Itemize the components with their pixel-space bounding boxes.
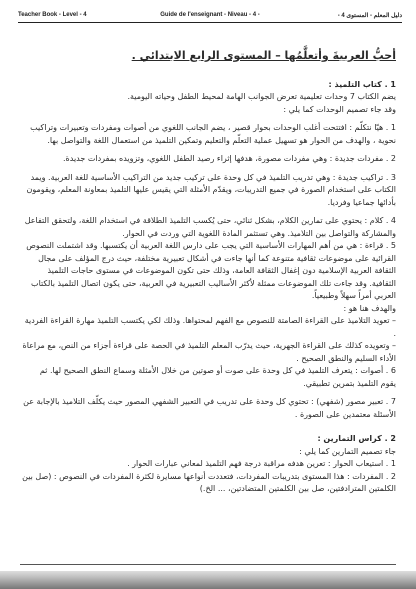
- header-left: Teacher Book - Level - 4: [18, 12, 87, 18]
- list-item-new-vocabulary: 2 . مفردات جديدة : وهي مفردات مصورة، هدفها إثراء رصيد الطفل اللغوي، وتزويده بمفردات جديدة.: [63, 154, 396, 163]
- paragraph: يضم الكتاب 7 وحدات تعليمية تعرض الجوانب الهامة لمحيط الطفل وحياته اليومية.: [127, 92, 396, 101]
- section-heading-student-book: 1 . كتاب التلميذ :: [328, 79, 396, 89]
- list-item-lets-talk: 1 . هيّا نتكلّم : افتتحت أغلب الوحدات بحوار قصير ، يضم الجانب اللغوي من أصوات ومفردات وتعبيرات وتراكيب نحوية ، والهدف من الحوار هو تسهيل عملية التعلّم والتعليم وتمكين التلميذ من استعمال اللغة والتواصل بها.: [30, 123, 396, 145]
- list-item-illustrated-expression: 7 . تعبير مصور (شفهي) : تحتوي كل وحدة على تدريب في التعبير الشفهي المصور حيث يكلّف التلاميذ بالإجابة عن الأسئلة معتمدين على الصورة .: [23, 397, 396, 419]
- paragraph: جاء تصميم التمارين كما يلي :: [299, 446, 396, 456]
- running-header: [18, 8, 402, 23]
- spacer: [22, 421, 396, 433]
- paragraph: وقد جاء تصميم الوحدات كما يلي :: [283, 104, 396, 114]
- goals-heading: والهدف هنا هو :: [343, 303, 396, 313]
- goal-item: – وتعويده كذلك على القراءة الجهرية، حيث يدرّب المعلم التلميذ في الحصة على قراءة أجزاء من النص، مع مراعاة الأداء السليم والنطق الصحيح .: [22, 341, 396, 363]
- page-title: أحبُّ العربيةَ وأتعلَّمُها – المستوى الرابع الابتدائي .: [131, 49, 396, 62]
- section-heading-workbook: 2 . كراس التمارين :: [317, 434, 396, 443]
- list-item-reading: 5 . قراءة : هي من أهم المهارات الأساسية التي يجب على دارس اللغة العربية أن يكتسبها. وقد اشتملت النصوص القرائية على موضوعات ثقافية متنوعة كما أنها جاءت في أشكال تعبيرية مختلفة، حيث درج المؤلف على مجال الثقافة العربية الإسلامية دون إغفال الثقافة العامة، وذلك حتى تكون الموضوعات في مستوى حاجات التلميذ الثقافية. وقد جاءت تلك الموضوعات ممثلة لأكثر الأساليب التعبيرية في العربية، حتى يكون اتصال التلميذ بالكتاب العربي أمراً سهلاً وطبيعياً.: [26, 241, 396, 300]
- footer-rule: [20, 564, 396, 565]
- goal-item: – تعويد التلاميذ على القراءة الصامتة للنصوص مع الفهم لمحتواها. وذلك لكي يكتسب التلميذ مهارة القراءة الفردية .: [24, 316, 396, 338]
- list-item-sounds: 6 . أصوات : يتعرف التلميذ في كل وحدة على صوت أو صوتين من خلال الأمثلة وسماع النطق الصحيح لها. ثم يقوم التلميذ بتمرين تطبيقي.: [39, 366, 396, 388]
- list-item-new-structures: 3 . تراكيب جديدة : وهي تدريب التلميذ في كل وحدة على تركيب جديد من التراكيب الأساسية للغة العربية. ويمد الكتاب على استخدام الصورة في جميع التدريبات، ويقدّم الأمثلة التي يقيس عليها التلميذ بمعاونة المعلم، ويقومون بأدائها جماعيا وفرديا.: [26, 172, 396, 207]
- list-item-dialogue-comprehension: 1 . استيعاب الحوار : تعرين هدفه مراقبة درجة فهم التلميذ لمعاني عبارات الحوار .: [127, 459, 396, 468]
- page-body: [22, 26, 396, 496]
- list-item-vocabulary: 2 . المفردات : هذا المستوى بتدريبات المفردات، فتعددت أنواعها مسايرة لكثرة المفردات في النصوص : (صل بين الكلمتين المترادفتين، صل بين الكلمتين المتضادتين، ... الخ.): [22, 471, 396, 493]
- list-item-speaking: 4 . كلام : يحتوي على تمارين الكلام، بشكل ثنائي، حتى يُكسب التلميذ الطلاقة في استخدام اللغة، ولتحقق التفاعل والمشاركة والتواصل بين التلاميذ. وهي تستثمر المادة اللغوية التي وردت في الحوار.: [24, 216, 396, 238]
- header-right: - 4 دليل المعلم - المستوى: [337, 12, 402, 19]
- header-center: Guide de l'enseignant - Niveau - 4 -: [160, 12, 260, 18]
- footer-band: [0, 569, 416, 589]
